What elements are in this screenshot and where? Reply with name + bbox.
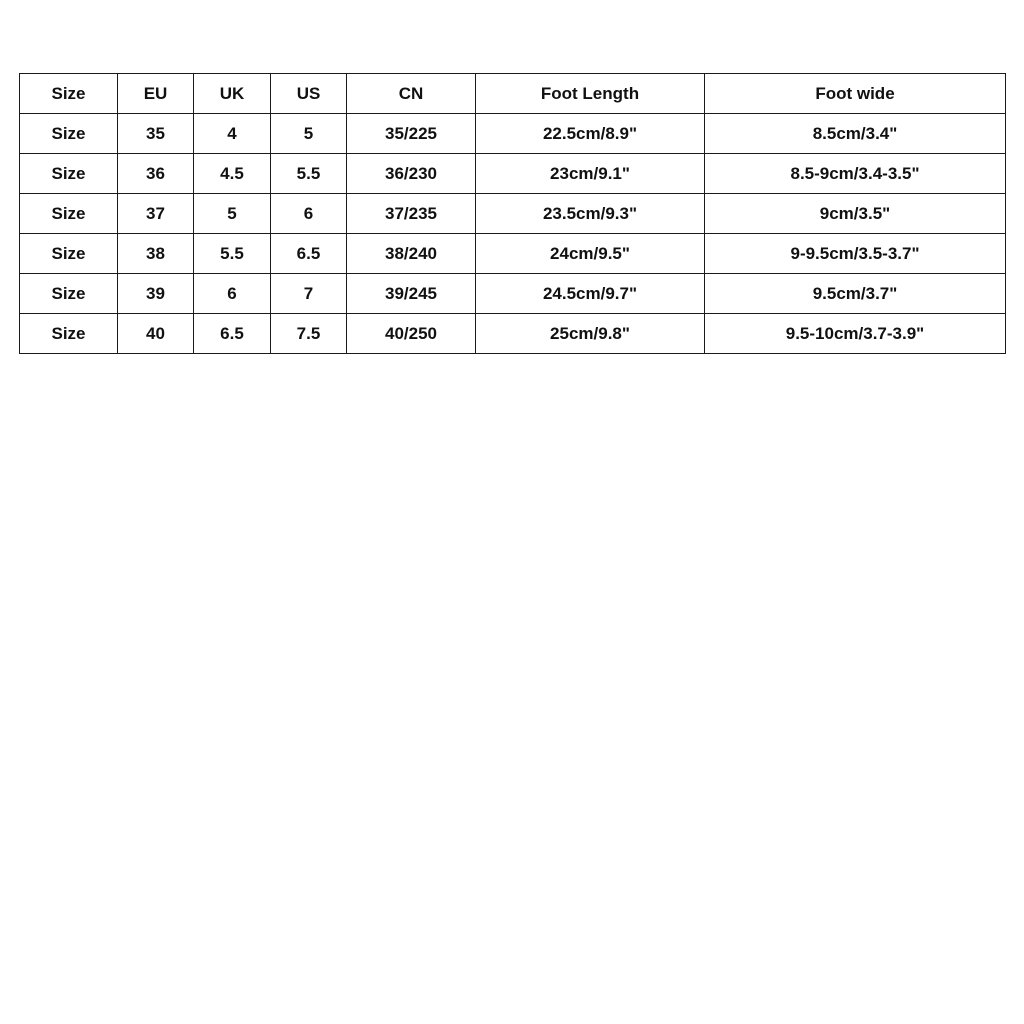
cell-uk: 4 xyxy=(194,114,271,154)
cell-cn: 39/245 xyxy=(347,274,476,314)
cell-foot-length: 24cm/9.5" xyxy=(476,234,705,274)
cell-eu: 38 xyxy=(118,234,194,274)
size-chart-table xyxy=(19,73,1006,354)
table-header-row xyxy=(20,74,1006,114)
cell-size: Size xyxy=(20,194,118,234)
cell-foot-wide: 9.5-10cm/3.7-3.9" xyxy=(705,314,1006,354)
cell-cn: 35/225 xyxy=(347,114,476,154)
table-row xyxy=(20,154,1006,194)
cell-us: 5.5 xyxy=(271,154,347,194)
table-row xyxy=(20,194,1006,234)
header-eu: EU xyxy=(118,74,194,114)
cell-us: 7.5 xyxy=(271,314,347,354)
cell-uk: 6.5 xyxy=(194,314,271,354)
header-size: Size xyxy=(20,74,118,114)
table-row xyxy=(20,274,1006,314)
header-foot-length: Foot Length xyxy=(476,74,705,114)
cell-foot-wide: 9-9.5cm/3.5-3.7" xyxy=(705,234,1006,274)
cell-eu: 37 xyxy=(118,194,194,234)
cell-uk: 5 xyxy=(194,194,271,234)
cell-size: Size xyxy=(20,154,118,194)
table-row xyxy=(20,114,1006,154)
cell-us: 6.5 xyxy=(271,234,347,274)
header-uk: UK xyxy=(194,74,271,114)
table-row xyxy=(20,314,1006,354)
cell-us: 7 xyxy=(271,274,347,314)
cell-cn: 38/240 xyxy=(347,234,476,274)
table-row xyxy=(20,234,1006,274)
cell-foot-wide: 8.5cm/3.4" xyxy=(705,114,1006,154)
header-cn: CN xyxy=(347,74,476,114)
cell-foot-length: 25cm/9.8" xyxy=(476,314,705,354)
cell-cn: 40/250 xyxy=(347,314,476,354)
cell-cn: 37/235 xyxy=(347,194,476,234)
cell-foot-length: 23.5cm/9.3" xyxy=(476,194,705,234)
cell-cn: 36/230 xyxy=(347,154,476,194)
cell-eu: 35 xyxy=(118,114,194,154)
cell-size: Size xyxy=(20,234,118,274)
cell-eu: 40 xyxy=(118,314,194,354)
cell-uk: 5.5 xyxy=(194,234,271,274)
cell-foot-length: 22.5cm/8.9" xyxy=(476,114,705,154)
cell-size: Size xyxy=(20,274,118,314)
cell-us: 5 xyxy=(271,114,347,154)
cell-uk: 4.5 xyxy=(194,154,271,194)
header-foot-wide: Foot wide xyxy=(705,74,1006,114)
cell-foot-length: 24.5cm/9.7" xyxy=(476,274,705,314)
cell-foot-length: 23cm/9.1" xyxy=(476,154,705,194)
cell-uk: 6 xyxy=(194,274,271,314)
cell-eu: 39 xyxy=(118,274,194,314)
cell-us: 6 xyxy=(271,194,347,234)
header-us: US xyxy=(271,74,347,114)
cell-foot-wide: 9.5cm/3.7" xyxy=(705,274,1006,314)
cell-foot-wide: 8.5-9cm/3.4-3.5" xyxy=(705,154,1006,194)
cell-foot-wide: 9cm/3.5" xyxy=(705,194,1006,234)
cell-size: Size xyxy=(20,314,118,354)
cell-size: Size xyxy=(20,114,118,154)
cell-eu: 36 xyxy=(118,154,194,194)
